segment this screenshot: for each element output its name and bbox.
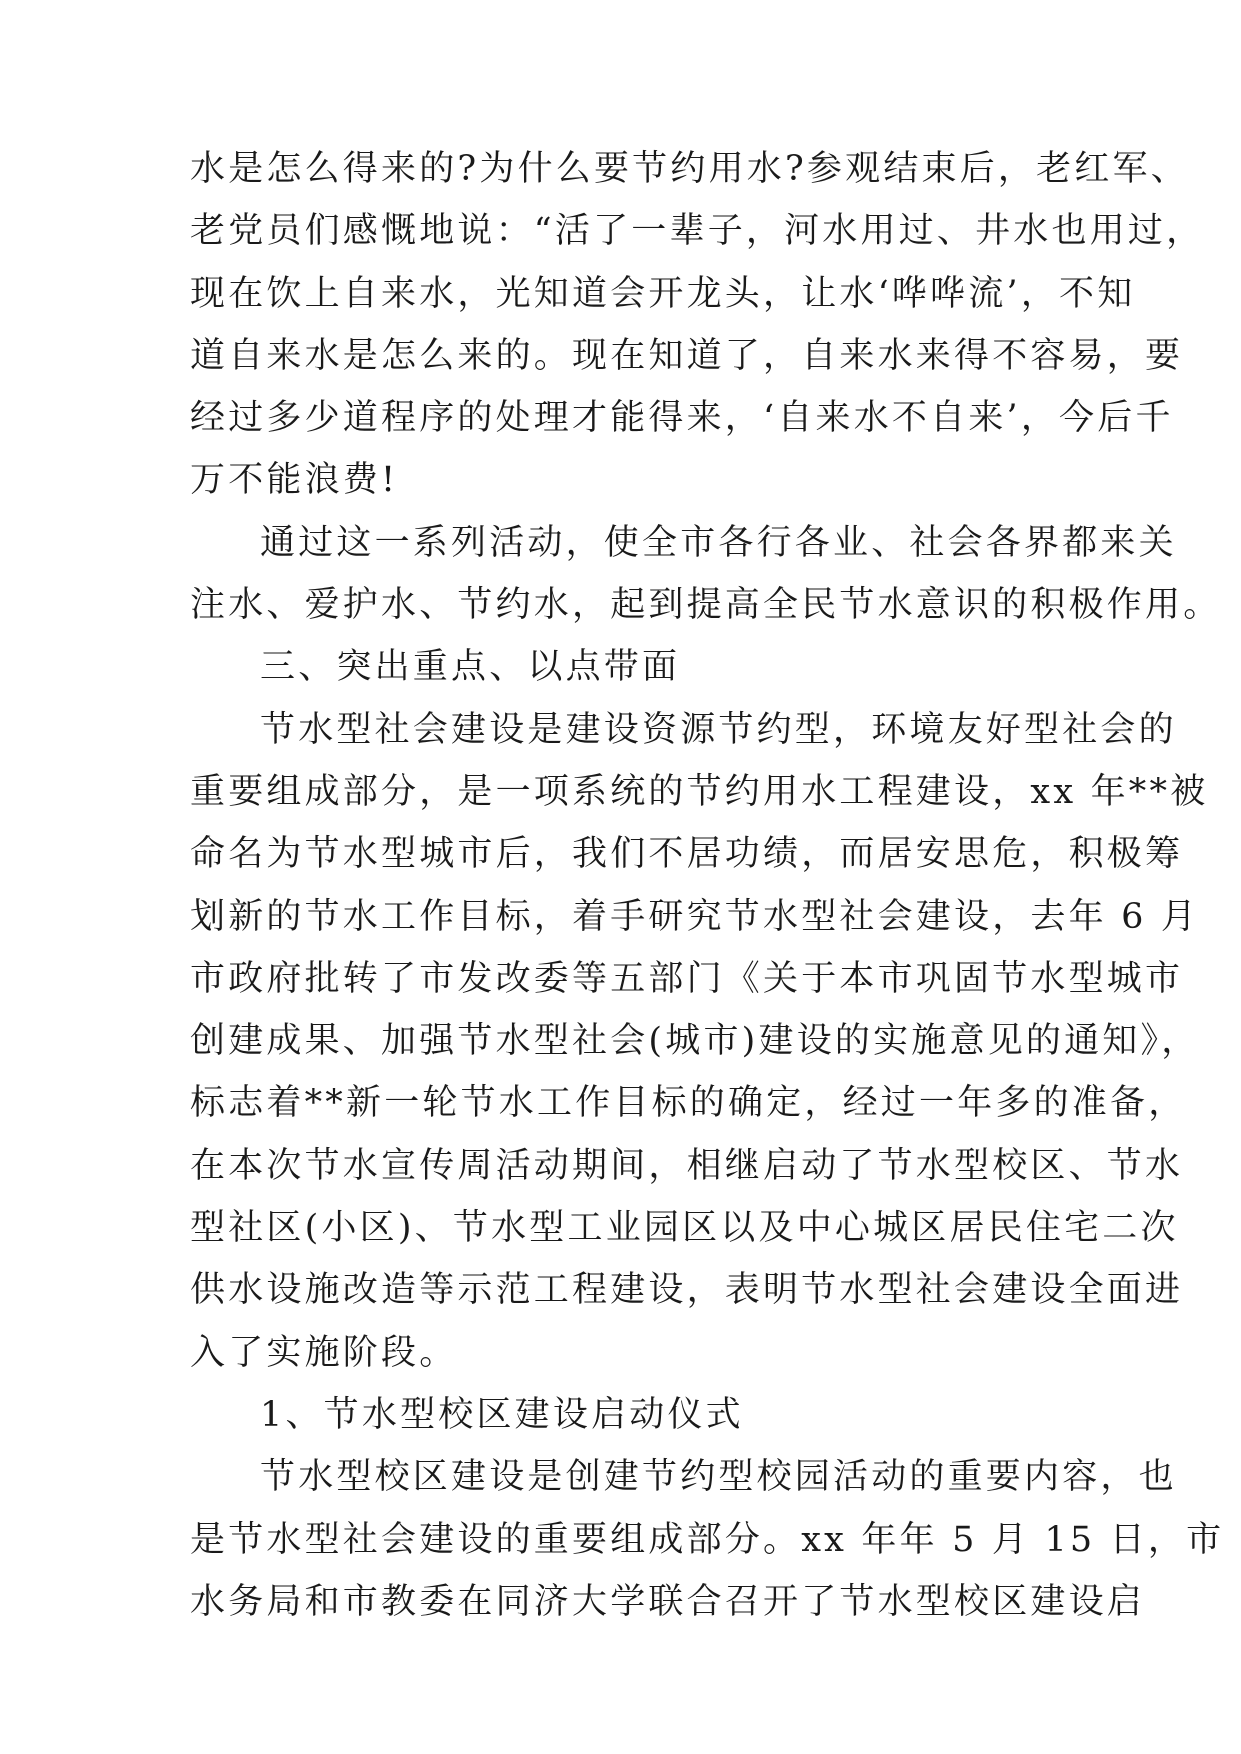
- text-line: 节水型校区建设是创建节约型校园活动的重要内容，也: [260, 1457, 1177, 1498]
- text-line: 道自来水是怎么来的。现在知道了，自来水来得不容易，要: [190, 335, 1184, 376]
- text-line: 标志着**新一轮节水工作目标的确定，经过一年多的准备，: [190, 1083, 1187, 1124]
- text-line: 划新的节水工作目标，着手研究节水型社会建设，去年 6 月: [190, 896, 1200, 937]
- text-line: 注水、爱护水、节约水，起到提高全民节水意识的积极作用。: [190, 585, 1222, 626]
- text-line: 经过多少道程序的处理才能得来，‘自来水不自来’，今后千: [190, 398, 1174, 439]
- text-line: 是节水型社会建设的重要组成部分。xx 年年 5 月 15 日，市: [190, 1519, 1225, 1560]
- text-line: 型社区(小区)、节水型工业园区以及中心城区居民住宅二次: [190, 1208, 1179, 1249]
- text-line: 水是怎么得来的?为什么要节约用水?参观结束后，老红军、: [190, 149, 1189, 189]
- text-line: 创建成果、加强节水型社会(城市)建设的实施意见的通知》，: [190, 1021, 1200, 1062]
- text-line: 重要组成部分，是一项系统的节约用水工程建设，xx 年**被: [190, 771, 1209, 812]
- text-line: 1、节水型校区建设启动仪式: [260, 1394, 744, 1435]
- text-line: 入了实施阶段。: [190, 1332, 458, 1373]
- text-line: 供水设施改造等示范工程建设，表明节水型社会建设全面进: [190, 1270, 1184, 1311]
- text-line: 现在饮上自来水，光知道会开龙头，让水‘哗哗流’，不知: [190, 273, 1136, 314]
- text-line: 命名为节水型城市后，我们不居功绩，而居安思危，积极筹: [190, 834, 1184, 875]
- text-line: 老党员们感慨地说：“活了一辈子，河水用过、井水也用过，: [190, 211, 1205, 252]
- text-line: 在本次节水宣传周活动期间，相继启动了节水型校区、节水: [190, 1145, 1184, 1186]
- text-line: 万不能浪费!: [190, 460, 399, 501]
- text-line: 三、突出重点、以点带面: [260, 647, 681, 688]
- text-line: 节水型社会建设是建设资源节约型，环境友好型社会的: [260, 709, 1177, 750]
- text-line: 通过这一系列活动，使全市各行各业、社会各界都来关: [260, 522, 1177, 563]
- document-body-text: [190, 138, 1225, 1633]
- text-line: 水务局和市教委在同济大学联合召开了节水型校区建设启: [190, 1581, 1146, 1622]
- text-line: 市政府批转了市发改委等五部门《关于本市巩固节水型城市: [190, 958, 1184, 999]
